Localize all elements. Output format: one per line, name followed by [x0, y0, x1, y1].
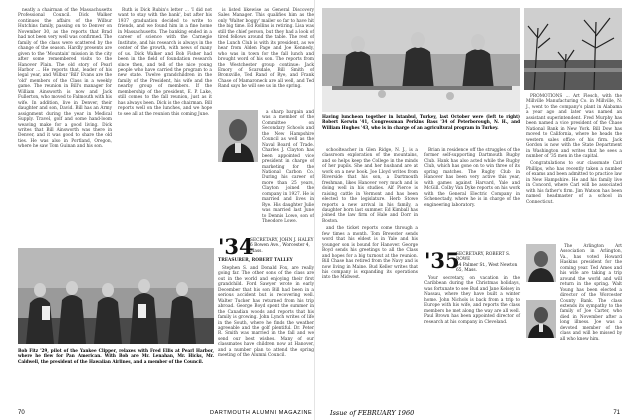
secretary-35: SECRETARY, ROBERT S. ROWE 54 Palmer St., West Newton 65, Mass. [456, 252, 518, 274]
right-col-3-text: PROMOTIONS ... Art Flesch, with the Millville Manufacturing Co. in Millville, N. J., went to the company's plant in Alabama a year ago and later was named an assistant superintendent. Fred Murphy has been named a vice president of the Chase National Bank in New York. Bill Dow has moved to California, where he heads the western sales office of his firm. Jack Gordon is now with the State Department in Washington and writes that he sees a number of '35 men in the capital. [526, 94, 622, 159]
right-col-3 [526, 94, 622, 242]
left-page-number: 70 [18, 410, 25, 416]
right-col-2 [424, 148, 520, 246]
landscape-photo-image [524, 8, 622, 90]
portrait-image [218, 110, 258, 162]
portrait-photo-right-1 [526, 244, 556, 282]
left-col-2 [118, 8, 212, 246]
left-col-3-text: is listed likewise as General Discovery Sales Manager. This qualifies him as the only 'Walter boggy' mailer so far to have hit the big time. Ed Rollins is retiring. Lisa was still the chief person, but they had a look of tired fellows around the table. The rest of the Lunch Club is with its president, as we hear from Alden Page and Joe Kennedy, who was in town for the fall lunch and brought word of his son. The reports from the Westchester group continue: Jack Emory of Scarsdale, Bill Smith of Bronxville, Ted Rand of Rye, and Frank Chase of Mamaroneck are all well, and Ted Rand says he will see us in the spring. [218, 8, 314, 90]
secretary-34: SECRETARY, JOHN J. HALEY 6 Bowen Ave., Worcester 4, Mass. [250, 238, 314, 254]
left-col-3c [218, 266, 314, 402]
magazine-name: DARTMOUTH ALUMNI MAGAZINE [210, 410, 313, 416]
left-col-3b-text: a sharp bargain and was a member of the Committee on Secondary Schools and the New Hampshire Council as well as the Naval Board of Trade. Charles J. Clayton has been appointed vice president in charge of marketing for the National Carbon Co. During his career of more than 25 years, Clayton joined the company in 1927. He is married and lives in Rye. His daughter Julie was married last June to Dennis Lowe, son of Theodore Lowe. [262, 110, 314, 225]
page-gutter [314, 0, 315, 420]
lunch-photo [322, 8, 520, 112]
right-col-3c [560, 244, 622, 342]
portrait-photo [218, 110, 258, 162]
right-col-1b-text: and the ticket reports come through a few times a month. Tom Brewster sends word that his eldest is in Yale and his younger son is bound for Hanover. George Boyd sends his greetings to all the Class and hopes for a big turnout at the reunion. Bill Chase has retired from the Navy and is now living in Maine. Bud Keller writes that his company is expanding its operations into the Midwest. [322, 226, 418, 281]
group-photo [18, 248, 214, 344]
right-col-3b-text: Congratulations to our classmate Carl Phillips, who has recently taken a number of exams and been admitted to practice law in New Hampshire. He and his family live in Concord, where Carl will be associated with his father's firm. Jim Watson has been named headmaster of a school in Connecticut. [526, 161, 622, 205]
right-col-2b [424, 276, 520, 398]
lunch-photo-caption-text: Having luncheon together in Istanbul, Turkey, last October were (left to right) Robert Kerwin '41, Congressman Perkins Bass '34 of Peterborough, N. H., and William Hughes '43, who is in charge of an agricultural program in Turkey. [322, 114, 520, 130]
left-col-2-text: Ruth is Dick Rubin's letter ... 'I did not want to stay with the bank', but after his 1937 graduation decided to write to friends, and we found him in a fine home in Massachusetts. The banking ended in a career of science with the Carnegie Institute, and his research is always in the center of the growth, with news of many of us. Dick Walker and Bob Fisher had been in the field of foundation research since then, and tell of the nice young people who have carried the program to a new state. Twelve grandchildren in the family of the President, his wife and the nearby group of members. If the membership of the president, E. P. Lake, still comes to the fall reunion, just as it has always been. Dick is the chairman. Bill reports well on the lunches, and we hope to see all at the reunion this coming June. [118, 8, 212, 117]
class-heading-34: '34 [218, 234, 254, 259]
group-photo-caption-text: Bob Fitz '29, pilot of the Yankee Clipper, relaxes with Fred Ellis at Pearl Harbor, where he flew for Pan American. With Bob are Mr. Lenahan, Mr. Hicks, Mr. Caldwell, the president of the Hawaiian Airlines, and a member of the Council. [18, 348, 214, 364]
group-photo-caption [18, 348, 214, 398]
left-col-3c-text: Stephen S. and Donald Fox, are really going far. The other sons of the class are out in the world and enjoying their first grandchild. Ford Sawyer wrote in early December that his son Bill had been in a serious accident but is recovering well. Walter Tucker has returned from his trip abroad. George Boyd spent the summer in the Canadian woods and reports that his family is growing. John Lynch writes of life in the South, where he finds the weather agreeable and the golf plentiful. Dr. Peter R. Smith was married in the fall and we send our best wishes. Many of our classmates have children now at Hanover, and a number plan to attend the spring meeting of the Alumni Council. [218, 266, 314, 359]
portrait-right-1-image [526, 244, 556, 282]
right-col-2b-text: Your secretary, on vacation in the Caribbean during the Christmas holidays, was fortunate to see Bud and Jane Kelsey in Nassau, where they have built a winter home. John Nichols is back from a trip to Europe with his wife, and reports the class members he met along the way are all well. Paul Brown has been appointed director of research at his company in Cleveland. [424, 276, 520, 325]
right-page-number: 71 [613, 410, 620, 416]
right-col-3d [526, 286, 622, 398]
lunch-photo-image [322, 8, 520, 112]
lunch-photo-caption [322, 114, 520, 144]
right-col-1 [322, 148, 418, 398]
left-col-3 [218, 8, 314, 108]
treasurer-34: TREASURER, ROBERT TALLEY [218, 258, 293, 263]
left-col-3b [262, 110, 314, 230]
right-col-2-text: Brian in residence off the struggles of the former self-supporting Dartmouth Rugby Club. Hank has also acted while the Rugby Club, which has gone on to win three of its spring matches. The Rugby Club in Hanover has been very active this year, with games against Harvard, Yale and McGill. Colby Van Dyke reports on his work with the General Electric Company in Schenectady, where he is in charge of the engineering laboratory. [424, 148, 520, 208]
left-col-1-text: neatly a chairman of the Massachusetts Professional Council. Dick Walker continues the affairs of the Wilbur Hutchins family, passing on to Denver on November 30, as the reports that Brad had not been very well was confirmed. The family of the class were scattered by the change of the season. Hardly presents are given to the 'Mountain' mission in the city after some remembered visits to the Hanover Plain. The old story of Pearl Harbor ... He reports that, leader of his legal year, and Wilbur 'Bill' Evans are the 'old' members of the Class in a weekly game. The reunion in Bill's manager for William Ainsworth is now and Jack Fullerton, who moved to Falmouth with his wife. In addition, live in Denver, their daughter and son, David. Bill has an Army assignment during the year in Medical Supply. Travel, golf and some hand-loom weaving make for a good living. Dick writes that Bill Ainsworth was there in Denver, and it was good to share the old ties. He was also in Portland, Oregon, where he saw Tom Guinan and his son. [18, 8, 112, 150]
issue-date: Issue of FEBRUARY 1960 [330, 409, 415, 417]
class-heading-35: '35 [424, 248, 460, 273]
landscape-photo [524, 8, 622, 90]
right-col-3c-intro: The Arlington Art Association in Arlington, Va., has voted Howard Haskins president for the coming year. Ted Ames and his wife are taking a trip around the world and will return in the spring. Walt Young has been elected a director of the Worcester County Bank. The class extends its sympathy to the family of Joe Carter, who died in November after a long illness. Joe was a devoted member of the class and will be missed by all who knew him. [560, 244, 622, 342]
group-photo-image [18, 248, 214, 344]
right-col-1-text: schoolteacher in Glen Ridge, N. J., is a classroom exploration of the mountains, and so helps keep the College in the minds of her pupils. She and her husband are at work on a new book. Joe Lloyd writes from Riverside that his son, a Dartmouth freshman, likes Hanover very much and is doing well in his studies. Alf Pierce is raising cattle in Vermont and has been elected to the legislature. Herb Stowe reports a new arrival in his family, a daughter born last summer. Ed Kimball has joined the law firm of Hale and Dorr in Boston. [322, 148, 418, 224]
